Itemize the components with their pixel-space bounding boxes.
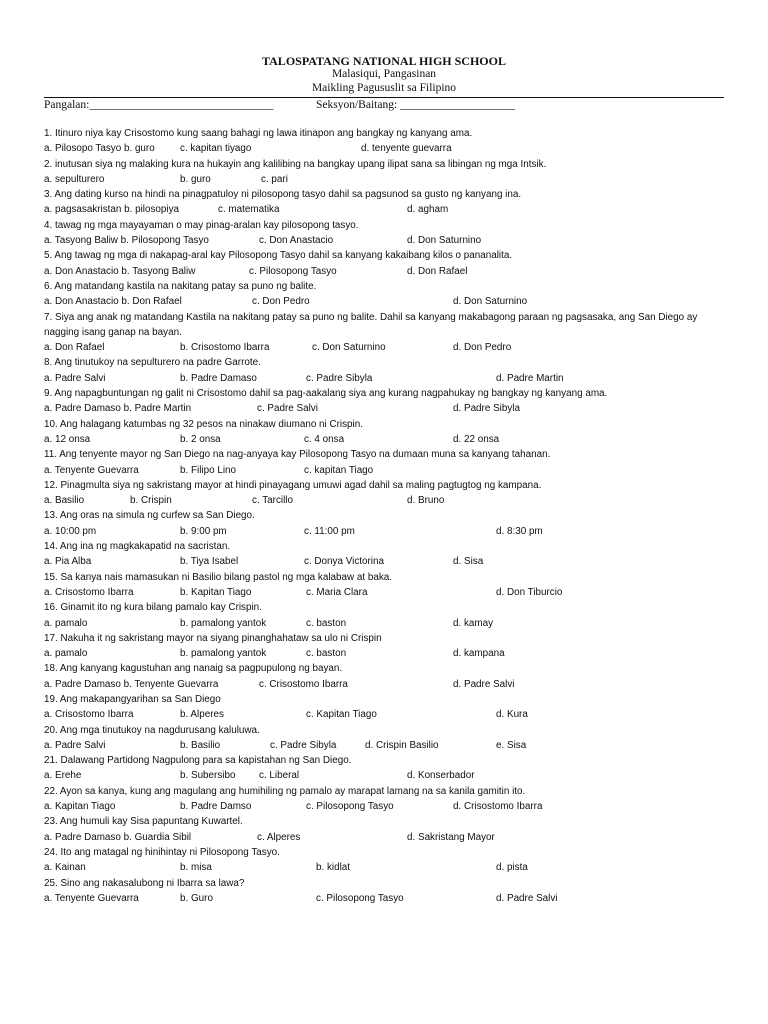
answer-option[interactable]: a. Pilosopo Tasyo b. guro (44, 143, 155, 155)
answer-option[interactable]: c. Liberal (259, 770, 300, 782)
question-13: 13. Ang oras na simula ng curfew sa San Diego. (44, 510, 255, 522)
question-8-options (44, 371, 734, 386)
question-19: 19. Ang makapangyarihan sa San Diego (44, 693, 221, 705)
section-field-label: Seksyon/Baitang: ____________________ (316, 99, 516, 111)
question-15: 15. Sa kanya nais mamasukan ni Basilio bilang pastol ng mga kalabaw at baka. (44, 571, 393, 583)
question-2: 2. inutusan siya ng malaking kura na hukayin ang kalilibing na bangkay upang ilipat sana sa libingan ng mga Intsik. (44, 158, 547, 170)
question-10: 10. Ang halagang katumbas ng 32 pesos na ninakaw diumano ni Crispin. (44, 418, 363, 430)
answer-option[interactable]: c. Donya Victorina (304, 556, 384, 568)
question-14: 14. Ang ina ng magkakapatid na sacristan. (44, 541, 231, 553)
answer-option[interactable]: a. Padre Salvi (44, 739, 106, 751)
answer-option[interactable]: c. Pilosopong Tasyo (249, 265, 337, 277)
answer-option[interactable]: a. Tenyente Guevarra (44, 464, 139, 476)
question-3: 3. Ang dating kurso na hindi na pinagpatuloy ni pilosopong tasyo dahil sa pagsunod sa gusto ng kanyang ina. (44, 189, 522, 201)
question-6: 6. Ang matandang kastila na nakitang patay sa puno ng balite. (44, 280, 317, 292)
question-1-options (44, 141, 734, 156)
answer-option[interactable]: d. Sakristang Mayor (407, 831, 495, 843)
answer-option[interactable]: a. Pia Alba (44, 556, 92, 568)
question-14-options (44, 554, 734, 569)
question-7: 7. Siya ang anak ng matandang Kastila na nakitang patay sa puno ng balite. Dahil sa kanyang makabagong paraan ng pagsasaka, ang San Diego ay nagging isang ganap na bayan. (44, 311, 698, 338)
answer-option[interactable]: a. Padre Salvi (44, 372, 106, 384)
question-6-options (44, 294, 734, 309)
answer-option[interactable]: d. 8:30 pm (496, 525, 543, 537)
answer-option[interactable]: a. pagsasakristan b. pilosopiya (44, 204, 180, 216)
answer-option[interactable]: a. Tasyong Baliw b. Pilosopong Tasyo (44, 235, 209, 247)
answer-option[interactable]: c. kapitan tiyago (180, 143, 252, 155)
answer-option[interactable]: d. 22 onsa (453, 433, 500, 445)
answer-option[interactable]: a. Padre Damaso b. Guardia Sibil (44, 831, 192, 843)
question-2-options (44, 172, 734, 187)
question-21: 21. Dalawang Partidong Nagpulong para sa kapistahan ng San Diego. (44, 755, 352, 767)
answer-option[interactable]: d. Don Saturnino (407, 235, 482, 247)
answer-option[interactable]: a. Kainan (44, 862, 86, 874)
answer-option[interactable]: b. pamalong yantok (180, 617, 267, 629)
answer-option[interactable]: c. Don Anastacio (259, 235, 334, 247)
answer-option[interactable]: c. Don Saturnino (312, 342, 386, 354)
question-20-options (44, 738, 734, 753)
answer-option[interactable]: a. Crisostomo Ibarra (44, 586, 134, 598)
answer-option[interactable]: c. pari (261, 173, 288, 185)
question-list (44, 126, 734, 906)
answer-option[interactable]: e. Sisa (496, 739, 527, 751)
question-3-options (44, 202, 734, 217)
answer-option[interactable]: d. tenyente guevarra (361, 143, 452, 155)
answer-option[interactable]: d. Don Saturnino (453, 296, 528, 308)
question-21-options (44, 768, 734, 783)
answer-option[interactable]: b. Guro (180, 892, 213, 904)
question-5-options (44, 264, 734, 279)
answer-option[interactable]: a. Kapitan Tiago (44, 801, 116, 813)
question-4-options (44, 233, 734, 248)
answer-option[interactable]: d. Konserbador (407, 770, 475, 782)
answer-option[interactable]: b. Padre Damaso (180, 372, 257, 384)
question-4: 4. tawag ng mga mayayaman o may pinag-aralan kay pilosopong tasyo. (44, 219, 359, 231)
school-location: Malasiqui, Pangasinan (331, 68, 437, 80)
question-24: 24. Ito ang matagal ng hinihintay ni Pilosopong Tasyo. (44, 846, 280, 858)
answer-option[interactable]: c. Padre Sibyla (306, 372, 373, 384)
answer-option[interactable]: b. Tiya Isabel (180, 556, 239, 568)
question-11: 11. Ang tenyente mayor ng San Diego na nag-anyaya kay Pilosopong Tasyo na dumaan muna sa kanyang tahanan. (44, 449, 551, 461)
question-9: 9. Ang napagbuntungan ng galit ni Crisostomo dahil sa pag-aakalang siya ang kurang nagpahukay ng bangkay ng kanyang ama. (44, 388, 608, 400)
answer-option[interactable]: d. Don Rafael (407, 265, 468, 277)
answer-option[interactable]: b. Crispin (130, 495, 172, 507)
answer-option[interactable]: a. pamalo (44, 617, 88, 629)
answer-option[interactable]: b. Kapitan Tiago (180, 586, 252, 598)
answer-option[interactable]: a. Tenyente Guevarra (44, 892, 139, 904)
question-16: 16. Ginamit ito ng kura bilang pamalo kay Crispin. (44, 602, 262, 614)
answer-option[interactable]: d. pista (496, 862, 528, 874)
question-10-options (44, 432, 734, 447)
answer-option[interactable]: d. Crisostomo Ibarra (453, 801, 543, 813)
answer-option[interactable]: c. Pilosopong Tasyo (306, 801, 394, 813)
answer-option[interactable]: a. Padre Damaso b. Tenyente Guevarra (44, 678, 219, 690)
answer-option[interactable]: a. Padre Damaso b. Padre Martin (44, 403, 192, 415)
answer-option[interactable]: a. Crisostomo Ibarra (44, 709, 134, 721)
answer-option[interactable]: c. Padre Sibyla (270, 739, 337, 751)
question-5: 5. Ang tawag ng mga di nakapag-aral kay Pilosopong Tasyo dahil sa kanyang kakaibang kilos o pananalita. (44, 250, 513, 262)
answer-option[interactable]: b. Subersibo (180, 770, 236, 782)
question-20: 20. Ang mga tinutukoy na nagdurusang kaluluwa. (44, 724, 260, 736)
answer-option[interactable]: c. matematika (218, 204, 280, 216)
answer-option[interactable]: a. Erehe (44, 770, 82, 782)
answer-option[interactable]: c. 4 onsa (304, 433, 345, 445)
student-info-line (44, 97, 724, 112)
answer-option[interactable]: a. sepulturero (44, 173, 105, 185)
question-9-options (44, 401, 734, 416)
question-1: 1. Itinuro niya kay Crisostomo kung saang bahagi ng lawa itinapon ang bangkay ng kanyang ama. (44, 128, 473, 139)
answer-option[interactable]: b. Filipo Lino (180, 464, 236, 476)
answer-option[interactable]: c. Alperes (257, 831, 301, 843)
question-16-options (44, 616, 734, 631)
answer-option[interactable]: d. Don Tiburcio (496, 586, 563, 598)
answer-option[interactable]: c. Crisostomo Ibarra (259, 678, 348, 690)
answer-option[interactable]: a. Basilio (44, 495, 85, 507)
answer-option[interactable]: a. 10:00 pm (44, 525, 97, 537)
question-15-options (44, 585, 734, 600)
answer-option[interactable]: b. Padre Damso (180, 801, 252, 813)
answer-option[interactable]: b. Basilio (180, 739, 221, 751)
question-12: 12. Pinagmulta siya ng sakristang mayor at hindi pinayagang umuwi agad dahil sa maling pagtugtog ng kampana. (44, 479, 542, 491)
answer-option[interactable]: d. Padre Salvi (453, 678, 515, 690)
question-25: 25. Sino ang nakasalubong ni Ibarra sa lawa? (44, 877, 245, 889)
answer-option[interactable]: a. Don Anastacio b. Don Rafael (44, 296, 182, 308)
answer-option[interactable]: a. Don Rafael (44, 342, 105, 354)
question-12-options (44, 493, 734, 508)
answer-option[interactable]: d. Sisa (453, 556, 484, 568)
question-17: 17. Nakuha it ng sakristang mayor na siyang pinanghahataw sa ulo ni Crispin (44, 632, 382, 644)
answer-option[interactable]: c. Tarcillo (252, 495, 293, 507)
exam-title: Maikling Pagususlit sa Filipino (311, 81, 457, 94)
answer-option[interactable]: d. Bruno (407, 495, 445, 507)
answer-option[interactable]: c. Don Pedro (252, 296, 310, 308)
answer-option[interactable]: d. Padre Salvi (496, 892, 558, 904)
question-23: 23. Ang humuli kay Sisa papuntang Kuwartel. (44, 816, 243, 828)
answer-option[interactable]: d. Crispin Basilio (365, 739, 439, 751)
answer-option[interactable]: c. baston (306, 617, 347, 629)
answer-option[interactable]: b. 2 onsa (180, 433, 221, 445)
answer-option[interactable]: d. Padre Sibyla (453, 403, 520, 415)
answer-option[interactable]: c. Pilosopong Tasyo (316, 892, 404, 904)
answer-option[interactable]: c. Maria Clara (306, 586, 368, 598)
question-17-options (44, 646, 734, 661)
question-7-options (44, 340, 734, 355)
school-name: TALOSPATANG NATIONAL HIGH SCHOOL (262, 54, 506, 68)
answer-option[interactable]: b. pamalong yantok (180, 648, 267, 660)
question-22: 22. Ayon sa kanya, kung ang magulang ang humihiling ng pamalo ay marapat lamang na sa kanila gamitin ito. (44, 785, 526, 797)
answer-option[interactable]: b. 9:00 pm (180, 525, 227, 537)
question-18-options (44, 677, 734, 692)
question-23-options (44, 830, 734, 845)
answer-option[interactable]: b. misa (180, 862, 212, 874)
answer-option[interactable]: c. Padre Salvi (257, 403, 318, 415)
question-25-options (44, 891, 734, 906)
answer-option[interactable]: b. Crisostomo Ibarra (180, 342, 270, 354)
answer-option[interactable]: b. Alperes (180, 709, 224, 721)
answer-option[interactable]: a. Don Anastacio b. Tasyong Baliw (44, 265, 196, 277)
name-field-label: Pangalan:________________________________ (44, 99, 274, 111)
answer-option[interactable]: c. baston (306, 648, 347, 660)
answer-option[interactable]: b. kidlat (316, 862, 351, 874)
answer-option[interactable]: d. Padre Martin (496, 372, 564, 384)
question-24-options (44, 860, 734, 875)
question-19-options (44, 707, 734, 722)
question-22-options (44, 799, 734, 814)
question-8: 8. Ang tinutukoy na sepulturero na padre Garrote. (44, 357, 261, 369)
answer-option[interactable]: d. kampana (453, 648, 505, 660)
answer-option[interactable]: a. pamalo (44, 648, 88, 660)
answer-option[interactable]: d. kamay (453, 617, 494, 629)
question-11-options (44, 463, 734, 478)
answer-option[interactable]: d. agham (407, 204, 449, 216)
answer-option[interactable]: c. Kapitan Tiago (306, 709, 377, 721)
answer-option[interactable]: d. Kura (496, 709, 528, 721)
question-13-options (44, 524, 734, 539)
answer-option[interactable]: a. 12 onsa (44, 433, 91, 445)
answer-option[interactable]: d. Don Pedro (453, 342, 512, 354)
answer-option[interactable]: b. guro (180, 173, 211, 185)
answer-option[interactable]: c. kapitan Tiago (304, 464, 374, 476)
question-18: 18. Ang kanyang kagustuhan ang nanaig sa pagpupulong ng bayan. (44, 663, 343, 675)
answer-option[interactable]: c. 11:00 pm (304, 525, 355, 537)
document-header (0, 55, 768, 95)
